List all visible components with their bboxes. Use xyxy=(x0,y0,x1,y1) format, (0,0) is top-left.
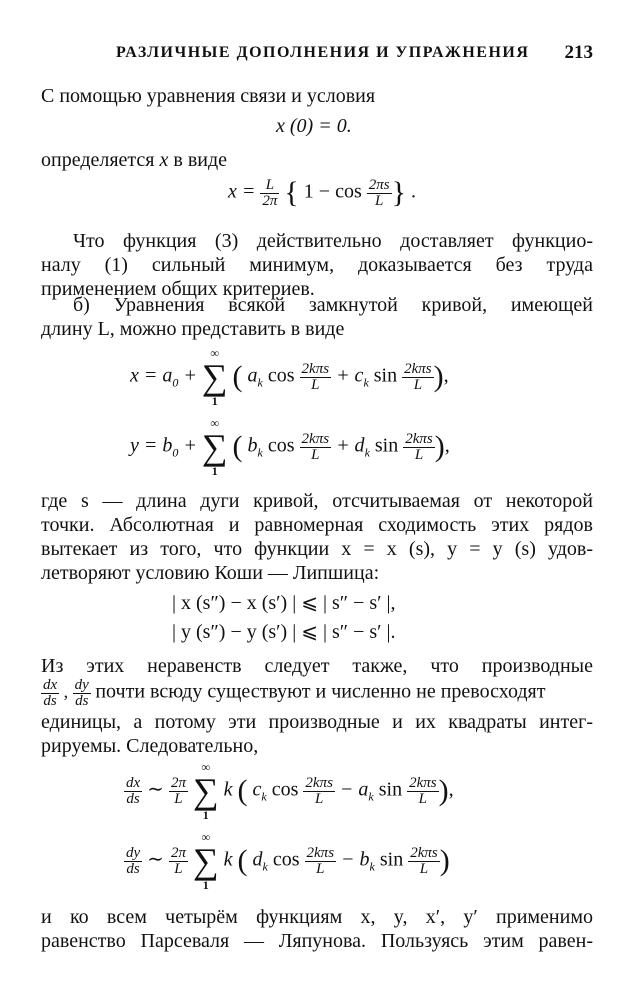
paragraph-line: и ко всем четырём функциям x, y, x′, y′ применимо xyxy=(41,906,593,928)
inequality-x: | x (s″) − x (s′) | ⩽ | s″ − s′ |, xyxy=(172,592,396,614)
page-number: 213 xyxy=(564,42,593,63)
paragraph-line: б) Уравнения всякой замкнутой кривой, имеющей xyxy=(73,294,593,316)
paragraph-line: где s — длина дуги кривой, отсчитываемая от некоторой xyxy=(41,490,593,512)
equation-dy-ds: $\frac{dy}{ds}$ ∼ $\frac{2\pi}{L}$ ∞ ∑ 1 k ( $d_k$ cos $\frac{\text{2kπs}}{L}$ − $b_k$ sin $\frac{\text{2kπs}}{L}$ ) xyxy=(126,830,450,892)
text-line: С помощью уравнения связи и условия xyxy=(41,85,376,107)
paragraph-line: рируемы. Следовательно, xyxy=(41,735,259,757)
paragraph-line: единицы, а потому эти производные и их квадраты интег- xyxy=(41,711,593,733)
equation-x-solution: x = $\frac{L}{2\pi}$ { 1 − cos $\frac{2\pi s}{L}$ } . xyxy=(228,176,417,209)
paragraph-line: применением общих критериев. xyxy=(41,278,315,300)
equation-x-series: $x = a_0$ + ∞ ∑ 1 ( $a_k$ cos $\frac{\text{2kπs}}{L}$ + $c_k$ sin $\frac{\text{2kπs}}{L}$ ), xyxy=(130,346,449,408)
paragraph-line: точки. Абсолютная и равномерная сходимость этих рядов xyxy=(41,514,593,536)
equation-initial-condition: x (0) = 0. xyxy=(276,115,352,137)
equation-y-series: $y = b_0$ + ∞ ∑ 1 ( $b_k$ cos $\frac{\text{2kπs}}{L}$ + $d_k$ sin $\frac{\text{2kπs}}{L}$ ), xyxy=(130,416,450,478)
paragraph-line: налу (1) сильный минимум, доказывается без труда xyxy=(41,254,593,276)
paragraph-line: равенство Парсеваля — Ляпунова. Пользуясь этим равен- xyxy=(41,930,593,952)
paragraph-line: Что функция (3) действительно доставляет функцио- xyxy=(73,230,593,252)
running-header xyxy=(116,44,593,62)
paragraph-line-derivatives: $\frac{dx}{ds}$ , $\frac{dy}{ds}$ почти всюду существуют и численно не превосходят xyxy=(43,677,546,709)
running-title: РАЗЛИЧНЫЕ ДОПОЛНЕНИЯ И УПРАЖНЕНИЯ xyxy=(116,44,530,61)
paragraph-line: вытекает из того, что функции x = x (s), y = y (s) удов- xyxy=(41,538,593,560)
equation-dx-ds: $\frac{dx}{ds}$ ∼ $\frac{2\pi}{L}$ ∞ ∑ 1 k ( $c_k$ cos $\frac{\text{2kπs}}{L}$ − $a_k$ sin $\frac{\text{2kπs}}{L}$ ), xyxy=(126,760,454,822)
inequality-y: | y (s″) − y (s′) | ⩽ | s″ − s′ |. xyxy=(172,621,396,643)
paragraph-line: летворяют условию Коши — Липшица: xyxy=(41,562,380,584)
paragraph-line: длину L, можно представить в виде xyxy=(41,318,345,340)
text-line: определяется x в виде xyxy=(41,149,228,171)
paragraph-line: Из этих неравенств следует также, что производные xyxy=(41,655,593,677)
